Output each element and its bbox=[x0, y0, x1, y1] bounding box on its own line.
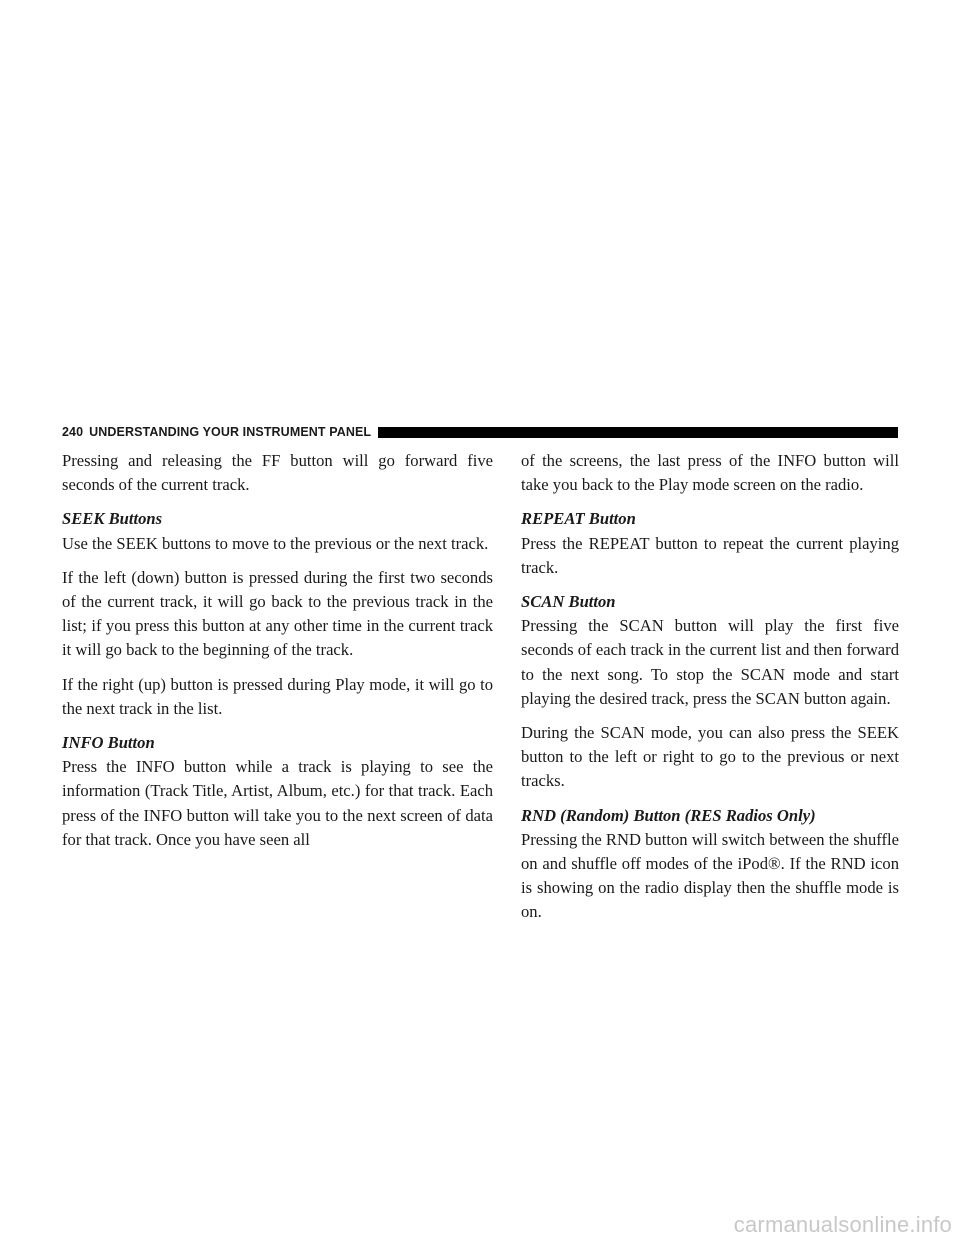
repeat-paragraph: Press the REPEAT button to repeat the current playing track. bbox=[521, 533, 899, 577]
info-heading: INFO Button bbox=[62, 733, 155, 753]
info-paragraph: Press the INFO button while a track is playing to see the information (Track Title, Artist, Album, etc.) for that track. Each press of the INFO button will take you to the next screen of data for that track. Once you have seen all bbox=[62, 757, 493, 849]
rnd-section bbox=[521, 804, 899, 925]
watermark-text: carmanualsonline.info bbox=[733, 1212, 952, 1237]
scan-paragraph-2: During the SCAN mode, you can also press the SEEK button to the left or right to go to the previous or next tracks. bbox=[521, 723, 899, 791]
repeat-heading: REPEAT Button bbox=[521, 509, 636, 529]
repeat-section bbox=[521, 507, 899, 580]
header-rule bbox=[378, 427, 898, 438]
seek-paragraph-3: If the right (up) button is pressed during Play mode, it will go to the next track in the list. bbox=[62, 674, 493, 718]
seek-heading: SEEK Buttons bbox=[62, 509, 163, 529]
right-column bbox=[521, 449, 899, 935]
left-column bbox=[62, 449, 493, 862]
scan-section bbox=[521, 590, 899, 711]
section-title: UNDERSTANDING YOUR INSTRUMENT PANEL bbox=[89, 425, 372, 439]
ff-paragraph: Pressing and releasing the FF button will go forward five seconds of the current track. bbox=[62, 451, 493, 495]
scan-heading: SCAN Button bbox=[521, 592, 616, 612]
seek-paragraph-1: Use the SEEK buttons to move to the previous or the next track. bbox=[62, 533, 489, 553]
rnd-heading: RND (Random) Button (RES Radios Only) bbox=[521, 805, 816, 825]
info-section bbox=[62, 731, 493, 852]
page-number: 240 bbox=[62, 425, 84, 439]
rnd-paragraph: Pressing the RND button will switch between the shuffle on and shuffle off modes of the iPod®. If the RND icon is showing on the radio display then the shuffle mode is on. bbox=[521, 829, 899, 922]
scan-paragraph-1: Pressing the SCAN button will play the first five seconds of each track in the current list and then forward to the next song. To stop the SCAN mode and start playing the desired track, press the SCAN button again. bbox=[521, 616, 899, 708]
seek-paragraph-2: If the left (down) button is pressed during the first two seconds of the current track, it will go back to the previous track in the list; if you press this button at any other time in the current track it will go back to the beginning of the track. bbox=[62, 567, 493, 660]
page-header bbox=[62, 424, 898, 440]
info-continuation: of the screens, the last press of the INFO button will take you back to the Play mode screen on the radio. bbox=[521, 451, 899, 495]
seek-section bbox=[62, 507, 493, 555]
